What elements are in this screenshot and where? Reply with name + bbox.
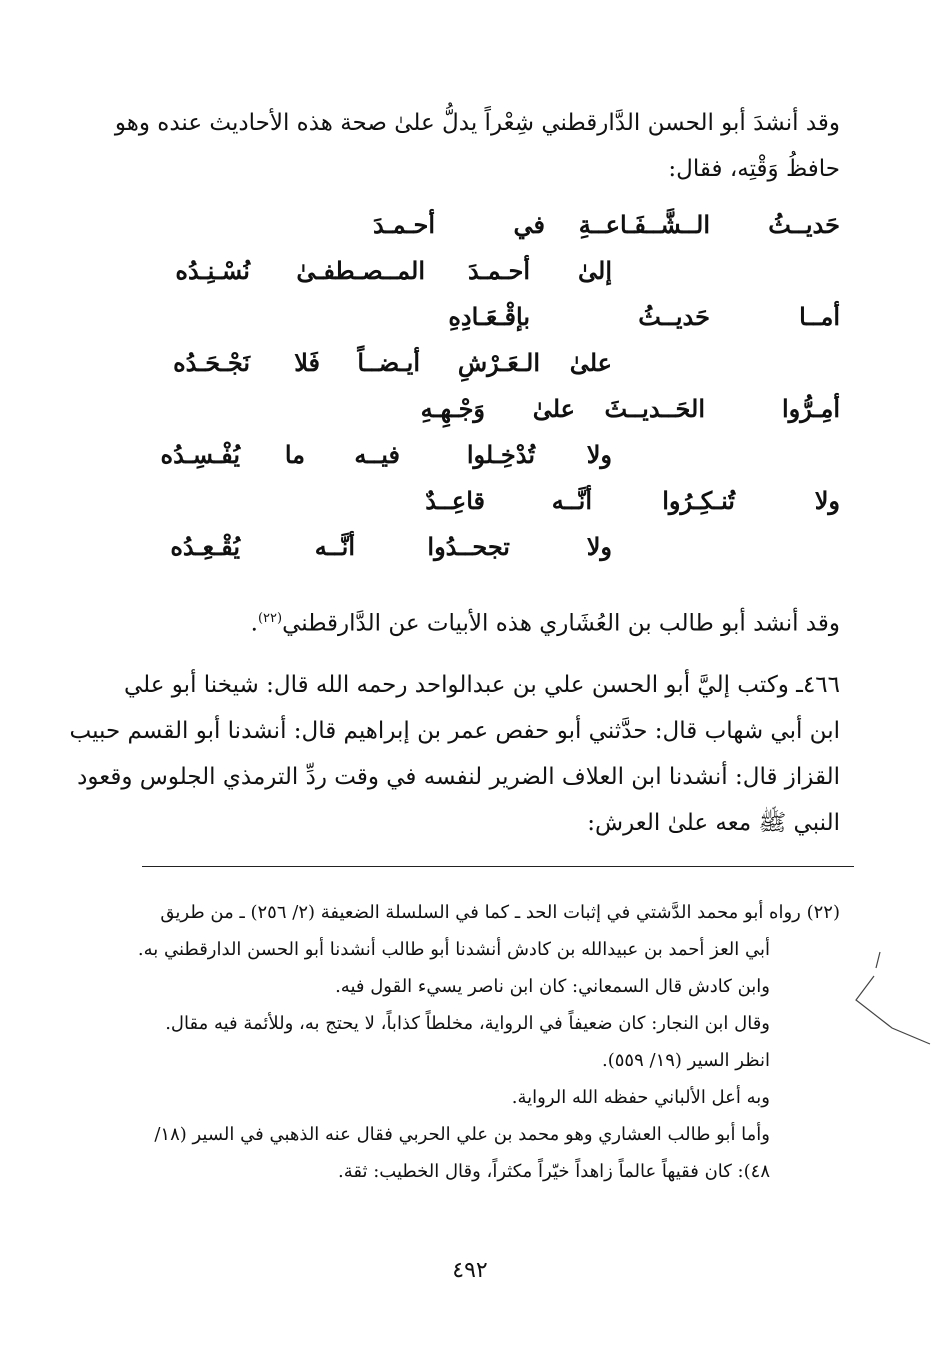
intro-line-2: حافظُ وَقْتِه، فقال: [668, 156, 840, 182]
poem-word: تُنـكِـرُوا [662, 486, 735, 515]
poem-word: وَجْـهِـهِ [420, 394, 485, 423]
poem-word: أحـمـدَ [372, 210, 435, 239]
intro-line-1: وقد أنشدَ أبو الحسن الدَّارقطني شِعْراً يدلُّ علىٰ صحة هذه الأحاديث عنده وهو [114, 110, 840, 136]
poem-word: إلىٰ [578, 256, 612, 285]
intro-paragraph [114, 100, 840, 192]
poem-word: في [513, 210, 545, 239]
poem-word: يُفْـسِـدُه [160, 440, 240, 469]
poem-word: أحـمـدَ [467, 256, 530, 285]
poem-word: المــصـطفـىٰ [296, 256, 425, 285]
poem [140, 210, 840, 578]
para466-line-2: ابن أبي شهاب قال: حدَّثني أبو حفص عمر بن إبراهيم قال: أنشدنا أبو القسم حبيب [69, 718, 840, 744]
poem-verse-5 [140, 394, 840, 440]
poem-verse-3 [140, 302, 840, 348]
poem-verse-1 [140, 210, 840, 256]
poem-word: أمِـرُّوا [781, 394, 840, 423]
poem-word: ما [284, 440, 305, 469]
poem-word: حَديــثُ [768, 210, 840, 239]
footnotes [137, 894, 840, 1190]
footnote-line-7: وأما أبو طالب العشاري وهو محمد بن علي الحربي فقال عنه الذهبي في السير (١٨/ [154, 1124, 770, 1145]
footnote-line-2: أبي العز أحمد بن عبيدالله بن كادش أنشدنا أبو طالب أنشدنا أبو الحسن الدارقطني به. [137, 939, 770, 960]
poem-word: فيــه [354, 440, 400, 469]
page-number: ٤٩٢ [452, 1258, 488, 1283]
poem-word: ولا [814, 486, 840, 515]
para466-line-1: ٤٦٦ـ وكتب إليَّ أبو الحسن علي بن عبدالواحد رحمه الله قال: شيخنا أبو علي [123, 672, 840, 698]
footnote-line-8: ٤٨): كان فقيهاً عالماً زاهداً خيّراً مكثراً، وقال الخطيب: ثقة. [338, 1161, 770, 1182]
footnote-line-1: (٢٢) رواه أبو محمد الدَّشتي في إثبات الحد ـ كما في السلسلة الضعيفة (٢/ ٢٥٦) ـ من طريق [160, 902, 840, 923]
poem-word: فَلا [294, 348, 320, 377]
after-poem-end: . [250, 610, 258, 637]
poem-word: تجحــدُوا [427, 532, 510, 561]
footnote-line-3: وابن كادش قال السمعاني: كان ابن ناصر يسيء القول فيه. [335, 976, 770, 997]
poem-word: ولا [586, 532, 612, 561]
poem-word: نَجْـحَـدُه [173, 348, 250, 377]
poem-word: بإقْـعَـادِهِ [448, 302, 530, 331]
poem-verse-4 [140, 348, 840, 394]
poem-word: ولا [586, 440, 612, 469]
footnote-line-6: وبه أعل الألباني حفظه الله الرواية. [511, 1087, 770, 1108]
poem-word: أيـضــاً [357, 348, 420, 377]
para466-line-4: النبي ﷺ معه علىٰ العرش: [587, 810, 840, 836]
poem-word: أمــا [799, 302, 840, 331]
poem-word: أنَّــه [551, 486, 592, 515]
poem-verse-2 [140, 256, 840, 302]
poem-word: قاعِــدٌ [425, 486, 485, 515]
poem-word: نُسْـنِـدُه [175, 256, 250, 285]
paragraph-466 [69, 662, 840, 846]
poem-verse-8 [140, 532, 840, 578]
poem-word: حَديــثُ [638, 302, 710, 331]
footnote-ref-22[interactable]: (٢٢) [257, 611, 283, 626]
poem-word: الحَــديــثَ [604, 394, 705, 423]
poem-word: الـعَـرْشِ [457, 348, 540, 377]
footnote-line-4: وقال ابن النجار: كان ضعيفاً في الرواية، مخلطاً كذاباً، لا يحتج به، وللأئمة فيه مقال. [165, 1013, 770, 1034]
para466-line-3: القزاز قال: أنشدنا ابن العلاف الضرير لنفسه في وقت ردِّ الترمذي الجلوس وقعود [77, 764, 840, 790]
margin-pen-mark-icon [852, 948, 932, 1048]
footnote-line-5: انظر السير (١٩/ ٥٥٩). [602, 1050, 770, 1071]
after-poem-text: وقد أنشد أبو طالب بن العُشَاري هذه الأبيات عن الدَّارقطني [282, 610, 840, 637]
after-poem-line [140, 596, 840, 647]
poem-word: يُقْـعِـدُه [170, 532, 240, 561]
footnote-divider [142, 866, 854, 867]
poem-verse-6 [140, 440, 840, 486]
poem-word: تُدْخِـلوا [466, 440, 535, 469]
poem-word: علىٰ [532, 394, 575, 423]
poem-word: علىٰ [569, 348, 612, 377]
poem-verse-7 [140, 486, 840, 532]
poem-word: الــشَّــفَـاعــةِ [578, 210, 710, 239]
poem-word: أنَّــه [314, 532, 355, 561]
